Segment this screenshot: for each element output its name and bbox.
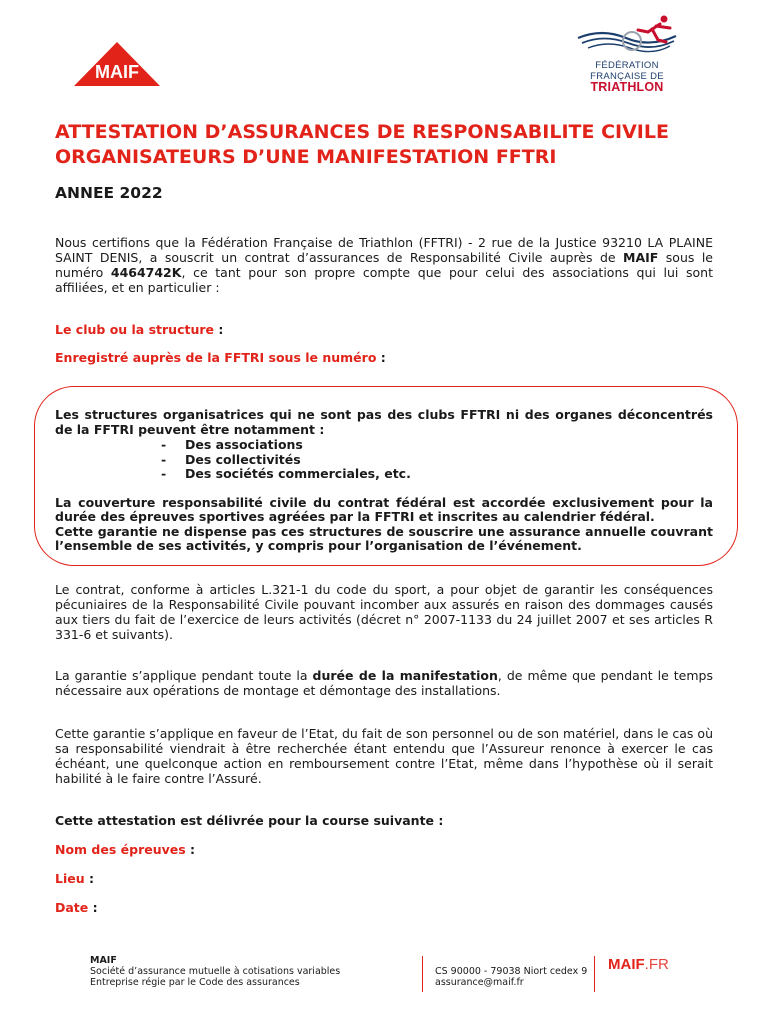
footer-company-info xyxy=(90,955,340,988)
date-label: Date xyxy=(55,900,89,915)
page-title xyxy=(55,120,715,170)
footer-email[interactable]: assurance@maif.fr xyxy=(435,977,524,988)
title-line-2: ORGANISATEURS D’UNE MANIFESTATION FFTRI xyxy=(55,146,557,168)
intro-paragraph xyxy=(55,235,713,295)
maif-fr-logo[interactable] xyxy=(608,956,669,973)
maif-fr-bold: MAIF xyxy=(608,956,645,973)
contract-number: 4464742K xyxy=(110,265,182,280)
box-coverage: La couverture responsabilité civile du contrat fédéral est accordée exclusivement pour la durée des épreuves sportives agréées par la FFTRI et inscrites au calendrier fédéral. xyxy=(55,494,713,524)
colon: : xyxy=(84,871,94,886)
footer-divider xyxy=(422,956,423,992)
list-item: - Des collectivités xyxy=(161,453,713,468)
triathlete-icon xyxy=(572,10,682,56)
registered-field xyxy=(55,350,386,365)
footer-line2: Entreprise régie par le Code des assurances xyxy=(90,977,300,988)
box-intro: Les structures organisatrices qui ne sont pas des clubs FFTRI ni des organes déconcentrés de la FFTRI peuvent être notamment : xyxy=(55,407,713,437)
list-item: - Des sociétés commerciales, etc. xyxy=(161,467,713,482)
footer-company: MAIF xyxy=(90,955,117,966)
fftri-logo-line1: FÉDÉRATION xyxy=(595,60,659,71)
maif-logo-text: MAIF xyxy=(95,62,139,82)
fftri-logo-line2: FRANÇAISE DE xyxy=(590,71,664,82)
info-box-content xyxy=(55,408,713,554)
delivered-statement: Cette attestation est délivrée pour la course suivante : xyxy=(55,813,444,828)
maif-fr-suffix: .FR xyxy=(644,956,669,973)
colon: : xyxy=(214,322,224,337)
title-line-1: ATTESTATION D’ASSURANCES DE RESPONSABILITE CIVILE xyxy=(55,121,669,143)
maif-logo xyxy=(72,42,162,86)
race-name-field xyxy=(55,842,195,857)
contract-paragraph: Le contrat, conforme à articles L.321-1 du code du sport, a pour objet de garantir les conséquences pécuniaires de la Responsabilité Civile pouvant incomber aux assurés en raison des dommages causés aux tiers du fait de l’exercice de leurs activités (décret n° 2007-1133 du 24 juillet 2007 et ses articles R 331-6 et suivants). xyxy=(55,582,713,642)
duration-text-2: , de même que pendant le temps nécessaire aux opérations de montage et démontage des installations. xyxy=(55,668,713,698)
colon: : xyxy=(185,842,196,857)
footer-address: CS 90000 - 79038 Niort cedex 9 xyxy=(435,966,588,977)
registered-label: Enregistré auprès de la FFTRI sous le numéro xyxy=(55,350,377,365)
list-item: - Des associations xyxy=(161,438,713,453)
footer-divider xyxy=(594,956,595,992)
insurer-name: MAIF xyxy=(623,250,659,265)
intro-text-1: Nous certifions que la Fédération Française de Triathlon (FFTRI) - 2 rue de la Justice 93210 LA PLAINE SAINT DENIS, a souscrit un contrat d’assurances de Responsabilité Civile auprès de xyxy=(55,235,713,265)
year-heading: ANNEE 2022 xyxy=(55,184,163,202)
fftri-logo xyxy=(572,10,682,92)
intro-text-2: sous le numéro xyxy=(55,250,713,280)
colon: : xyxy=(88,900,98,915)
structure-list xyxy=(161,438,713,482)
duration-text-1: La garantie s’applique pendant toute la xyxy=(55,668,313,683)
place-field xyxy=(55,871,94,886)
race-name-label: Nom des épreuves xyxy=(55,842,186,857)
fftri-logo-line3: TRIATHLON xyxy=(590,80,664,94)
duration-paragraph xyxy=(55,668,713,698)
club-field xyxy=(55,322,223,337)
state-paragraph: Cette garantie s’applique en faveur de l’Etat, du fait de son personnel ou de son matériel, dans le cas où sa responsabilité viendrait à être recherchée étant entendu que l’Assureur renonce à exercer le cas échéant, une quelconque action en remboursement contre l’Etat, même dans l’hypothèse où il serait habilité à le faire contre l’Assuré. xyxy=(55,726,713,786)
footer-contact xyxy=(435,966,587,988)
footer-line1: Société d’assurance mutuelle à cotisations variables xyxy=(90,966,341,977)
colon: : xyxy=(376,350,386,365)
place-label: Lieu xyxy=(55,871,85,886)
club-label: Le club ou la structure xyxy=(55,322,215,337)
intro-text-3: , ce tant pour son propre compte que pour celui des associations qui lui sont affiliées, et en particulier : xyxy=(55,265,713,295)
date-field xyxy=(55,900,98,915)
duration-bold: durée de la manifestation xyxy=(312,668,498,683)
box-warning: Cette garantie ne dispense pas ces structures de souscrire une assurance annuelle couvrant l’ensemble de ses activités, y compris pour l’organisation de l’événement. xyxy=(55,523,713,553)
